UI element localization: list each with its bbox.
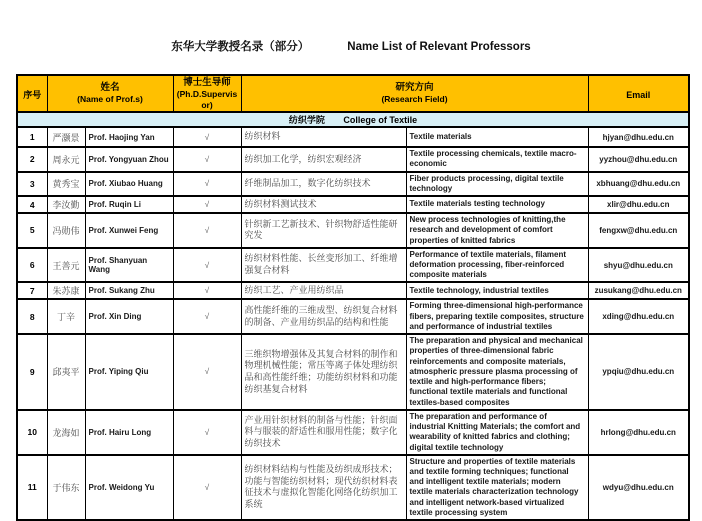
row-number: 5 [17,213,47,248]
professor-name-chinese: 朱苏康 [47,282,85,299]
email-address: zusukang@dhu.edu.cn [588,282,689,299]
research-field-english: The preparation and physical and mechanical properties of three-dimensional fabric reinforcements and composite materials, atmospheric pressure plasma processing of textile and high-performance fibers; functional textile materials and functional textiles-based composites [406,334,588,410]
college-name-chinese: 纺织学院 [288,115,325,126]
table-header-row [17,75,689,112]
email-address: yyzhou@dhu.edu.cn [588,147,689,171]
email-address: hjyan@dhu.edu.cn [588,127,689,147]
table-row [17,213,689,248]
phd-supervisor-checkmark: √ [173,299,241,334]
research-field-english: Structure and properties of textile materials and textile forming techniques; functional and intelligent textile materials; modern textile materials characterization technology and intelligent network-based virtualized textile processing system [406,455,588,520]
table-row [17,334,689,410]
research-field-chinese: 纺织材料结构与性能及纺织成形技术；功能与智能纺织材料；现代纺织材料表征技术与虚拟化智能化网络化纺织加工系统 [241,455,406,520]
professor-name-english: Prof. Xin Ding [85,299,173,334]
email-address: ypqiu@dhu.edu.cn [588,334,689,410]
table-row [17,410,689,455]
row-number: 7 [17,282,47,299]
research-field-english: Textile technology, industrial textiles [406,282,588,299]
phd-supervisor-checkmark: √ [173,147,241,171]
professor-name-chinese: 黄秀宝 [47,172,85,196]
phd-supervisor-checkmark: √ [173,410,241,455]
research-field-english: Fiber products processing, digital textile technology [406,172,588,196]
phd-supervisor-checkmark: √ [173,213,241,248]
research-field-english: Forming three-dimensional high-performance fibers, preparing textile composites, structure and performance of industrial textiles [406,299,588,334]
page-title [0,0,702,54]
rows-container [17,127,689,520]
page-title-english: Name List of Relevant Professors [347,41,531,53]
professor-name-chinese: 王善元 [47,248,85,283]
research-field-chinese: 纺织材料测试技术 [241,196,406,213]
table-row [17,299,689,334]
research-field-chinese: 纺织加工化学，纺织宏观经济 [241,147,406,171]
email-address: hrlong@dhu.edu.cn [588,410,689,455]
professor-name-english: Prof. Haojing Yan [85,127,173,147]
professor-name-english: Prof. Weidong Yu [85,455,173,520]
table-row [17,147,689,171]
col-header-name: 姓名 (Name of Prof.s) [47,75,173,112]
research-field-english: The preparation and performance of industrial Knitting Materials; the comfort and wearability of knitted fabrics and clothing; digital textile technology [406,410,588,455]
college-section-cell [17,112,689,127]
phd-supervisor-checkmark: √ [173,248,241,283]
col-header-research-field: 研究方向 (Research Field) [241,75,588,112]
email-address: xlir@dhu.edu.cn [588,196,689,213]
research-field-chinese: 纤维制品加工，数字化纺织技术 [241,172,406,196]
professor-name-chinese: 龙海如 [47,410,85,455]
phd-supervisor-checkmark: √ [173,196,241,213]
professor-name-chinese: 周永元 [47,147,85,171]
email-address: fengxw@dhu.edu.cn [588,213,689,248]
col-header-email: Email [588,75,689,112]
row-number: 4 [17,196,47,213]
research-field-chinese: 高性能纤维的三维成型、纺织复合材料的制备、产业用纺织品的结构和性能 [241,299,406,334]
research-field-english: Textile materials testing technology [406,196,588,213]
col-header-supervisor: 博士生导师 (Ph.D.Supervisor) [173,75,241,112]
research-field-chinese: 三维织物增强体及其复合材料的制作和物理机械性能；常压等离子体处理纺织品和高性能纤维；功能纺织材料和功能纺织基复合材料 [241,334,406,410]
professors-table [16,74,690,521]
professor-name-english: Prof. Ruqin Li [85,196,173,213]
professor-name-english: Prof. Yongyuan Zhou [85,147,173,171]
phd-supervisor-checkmark: √ [173,282,241,299]
row-number: 6 [17,248,47,283]
table-row [17,127,689,147]
research-field-chinese: 纺织工艺、产业用纺织品 [241,282,406,299]
phd-supervisor-checkmark: √ [173,127,241,147]
row-number: 11 [17,455,47,520]
row-number: 9 [17,334,47,410]
row-number: 8 [17,299,47,334]
research-field-english: Textile processing chemicals, textile macro-economic [406,147,588,171]
professor-name-chinese: 李汝勤 [47,196,85,213]
professor-name-english: Prof. Xiubao Huang [85,172,173,196]
college-section-row [17,112,689,127]
phd-supervisor-checkmark: √ [173,455,241,520]
professor-name-chinese: 丁辛 [47,299,85,334]
table-row [17,196,689,213]
email-address: shyu@dhu.edu.cn [588,248,689,283]
research-field-chinese: 针织新工艺新技术、针织物舒适性能研究发 [241,213,406,248]
college-name-english: College of Textile [343,115,418,126]
phd-supervisor-checkmark: √ [173,172,241,196]
professor-name-chinese: 于伟东 [47,455,85,520]
professor-name-english: Prof. Hairu Long [85,410,173,455]
page-title-chinese: 东华大学教授名录（部分） [171,41,310,53]
row-number: 2 [17,147,47,171]
professor-name-chinese: 邱夷平 [47,334,85,410]
table-row [17,455,689,520]
professor-name-english: Prof. Yiping Qiu [85,334,173,410]
row-number: 1 [17,127,47,147]
research-field-chinese: 产业用针织材料的制备与性能；针织面料与服装的舒适性和服用性能；数字化纺织技术 [241,410,406,455]
row-number: 10 [17,410,47,455]
professor-name-chinese: 严灏景 [47,127,85,147]
table-row [17,172,689,196]
research-field-chinese: 纺织材料性能、长丝变形加工、纤维增强复合材料 [241,248,406,283]
phd-supervisor-checkmark: √ [173,334,241,410]
research-field-english: New process technologies of knitting,the research and development of comfort properties of knitted fabrics [406,213,588,248]
professor-name-english: Prof. Xunwei Feng [85,213,173,248]
row-number: 3 [17,172,47,196]
table-row [17,282,689,299]
col-header-number: 序号 [17,75,47,112]
professor-name-english: Prof. Sukang Zhu [85,282,173,299]
research-field-english: Textile materials [406,127,588,147]
table-row [17,248,689,283]
research-field-english: Performance of textile materials, filament deformation processing, fiber-reinforced composite materials [406,248,588,283]
professor-name-english: Prof. Shanyuan Wang [85,248,173,283]
email-address: xbhuang@dhu.edu.cn [588,172,689,196]
email-address: xding@dhu.edu.cn [588,299,689,334]
email-address: wdyu@dhu.edu.cn [588,455,689,520]
professor-name-chinese: 冯勋伟 [47,213,85,248]
research-field-chinese: 纺织材料 [241,127,406,147]
